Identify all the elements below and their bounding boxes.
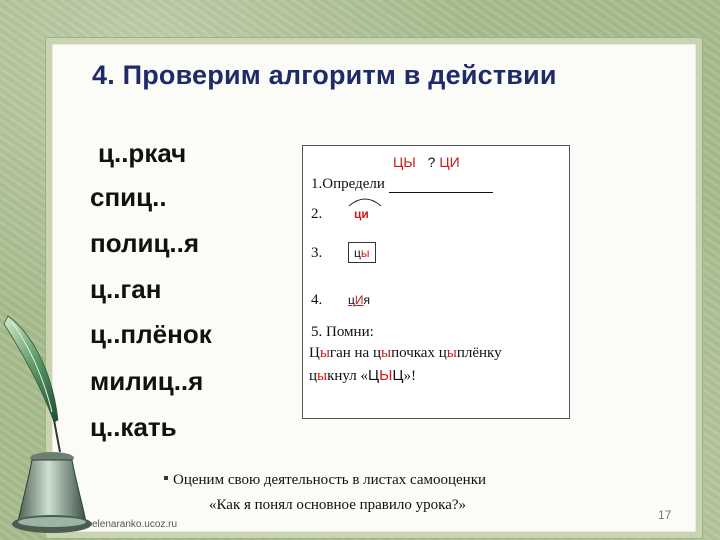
step-1: [311, 176, 493, 193]
word-item: полиц..я: [90, 228, 200, 258]
step-4-word: цИя: [348, 293, 370, 307]
site-watermark: elenaranko.ucoz.ru: [92, 519, 178, 530]
step-2: [311, 206, 369, 223]
word-item: ц..ркач: [98, 138, 187, 168]
assessment-question: «Как я понял основное правило урока?»: [209, 497, 467, 513]
word-item: ц..ган: [90, 274, 162, 304]
bullet-icon: [164, 476, 168, 480]
word-item: спиц..: [90, 182, 167, 212]
rhyme-line-1: Цыган на цыпочках цыплёнку: [309, 345, 502, 361]
page-number: 17: [658, 508, 672, 522]
step-2-number: 2.: [311, 206, 323, 222]
rhyme-line-2: цыкнул «ЦЫЦ»!: [309, 367, 417, 384]
word-item: милиц..я: [90, 366, 204, 396]
header-question: ?: [427, 154, 436, 170]
algorithm-header: [393, 154, 460, 170]
slide-title: 4. Проверим алгоритм в действии: [92, 60, 557, 90]
assessment-bullet: Оценим свою деятельность в листах самооценки: [164, 472, 486, 489]
step-4: [311, 292, 370, 309]
algorithm-box: [302, 145, 570, 419]
blank-line: [389, 180, 493, 193]
step-2-word: ци: [354, 207, 369, 221]
header-tsy: ЦЫ: [393, 154, 416, 170]
step-4-number: 4.: [311, 292, 323, 308]
step-5-label: 5. Помни:: [311, 324, 374, 340]
header-tsi: ЦИ: [439, 154, 460, 170]
step-3-number: 3.: [311, 245, 323, 261]
word-item: ц..плёнок: [90, 319, 212, 349]
step-1-label: 1.Определи: [311, 176, 385, 192]
root-arc-icon: [347, 195, 383, 207]
step-3-framed: цы: [348, 242, 376, 263]
step-5: [311, 324, 374, 341]
quill-inkwell-icon: [0, 312, 96, 540]
step-3: [311, 242, 376, 263]
word-item: ц..кать: [90, 412, 177, 442]
